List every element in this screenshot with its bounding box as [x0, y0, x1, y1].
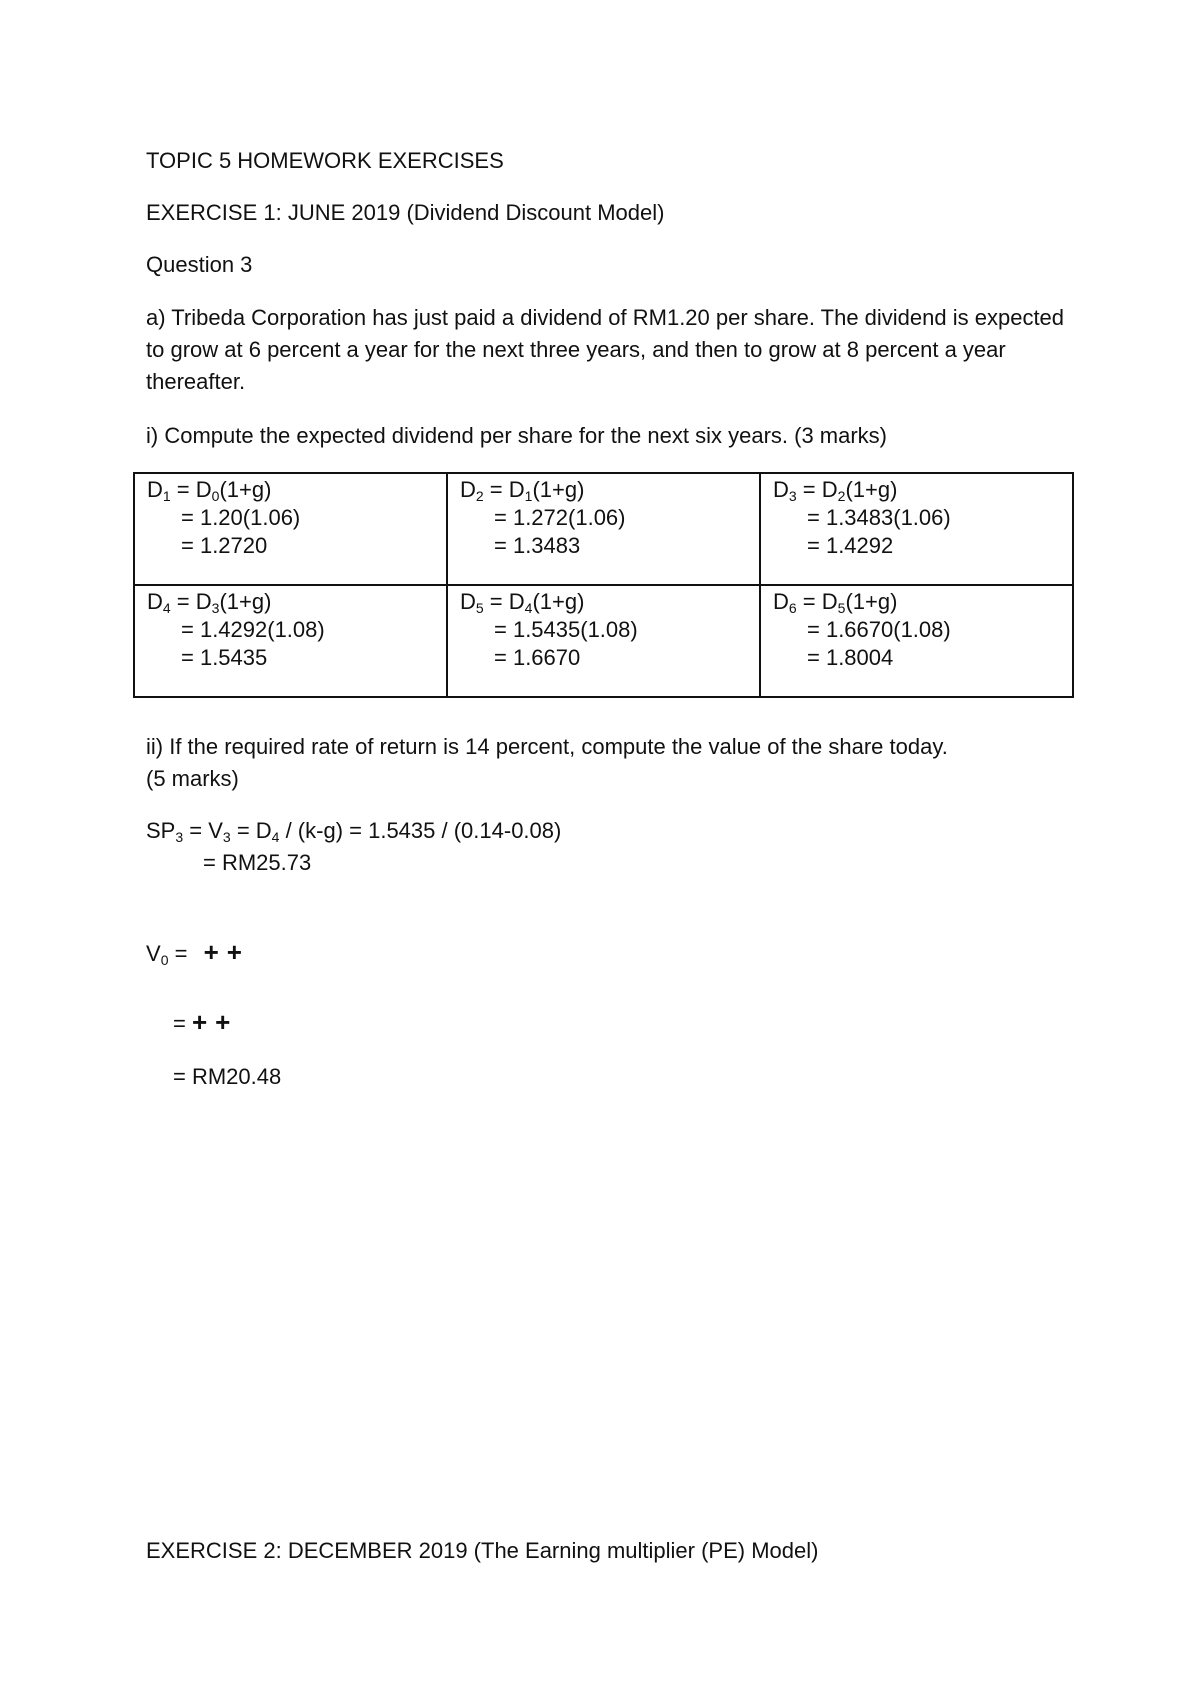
v0-formula: $V_0$ = + + [146, 937, 242, 968]
v0-result: = RM20.48 [173, 1064, 282, 1089]
part-ii-marks: (5 marks) [146, 766, 239, 791]
question-label: Question 3 [146, 252, 253, 277]
table-row [134, 585, 1073, 697]
dividend-cell-d3: $D_3 = D_2(1+g)$ = 1.3483(1.06) = 1.4292 [760, 473, 1073, 585]
exercise-2-title: EXERCISE 2: DECEMBER 2019 (The Earning multiplier (PE) Model) [146, 1538, 819, 1563]
dividend-cell-d4: $D_4 = D_3(1+g)$ = 1.4292(1.08) = 1.5435 [134, 585, 447, 697]
dividend-cell-d6: $D_6 = D_5(1+g)$ = 1.6670(1.08) = 1.8004 [760, 585, 1073, 697]
page-heading: TOPIC 5 HOMEWORK EXERCISES [146, 148, 504, 173]
exercise-1-title: EXERCISE 1: JUNE 2019 (Dividend Discount Model) [146, 200, 665, 225]
sp3-formula: $SP_3 = V_3 = D_4 / (k-g) = 1.5435 / (0.14-0.08)$ [146, 818, 562, 845]
part-i-text: i) Compute the expected dividend per share for the next six years. (3 marks) [146, 423, 888, 448]
dividend-table [133, 472, 1074, 698]
sp3-result: = RM25.73 [203, 850, 312, 875]
dividend-cell-d2: $D_2 = D_1(1+g)$ = 1.272(1.06) = 1.3483 [447, 473, 760, 585]
table-row [134, 473, 1073, 585]
v0-step-2: = + + [173, 1007, 231, 1037]
part-ii-text: ii) If the required rate of return is 14 percent, compute the value of the share today. [146, 734, 948, 759]
dividend-cell-d1: $D_1 = D_0(1+g)$ = 1.20(1.06) = 1.2720 [134, 473, 447, 585]
dividend-cell-d5: $D_5 = D_4(1+g)$ = 1.5435(1.08) = 1.6670 [447, 585, 760, 697]
part-a-text: a) Tribeda Corporation has just paid a dividend of RM1.20 per share. The dividend is expected to grow at 6 percent a year for the next three years, and then to grow at 8 percent a year thereafter. [146, 305, 1065, 394]
